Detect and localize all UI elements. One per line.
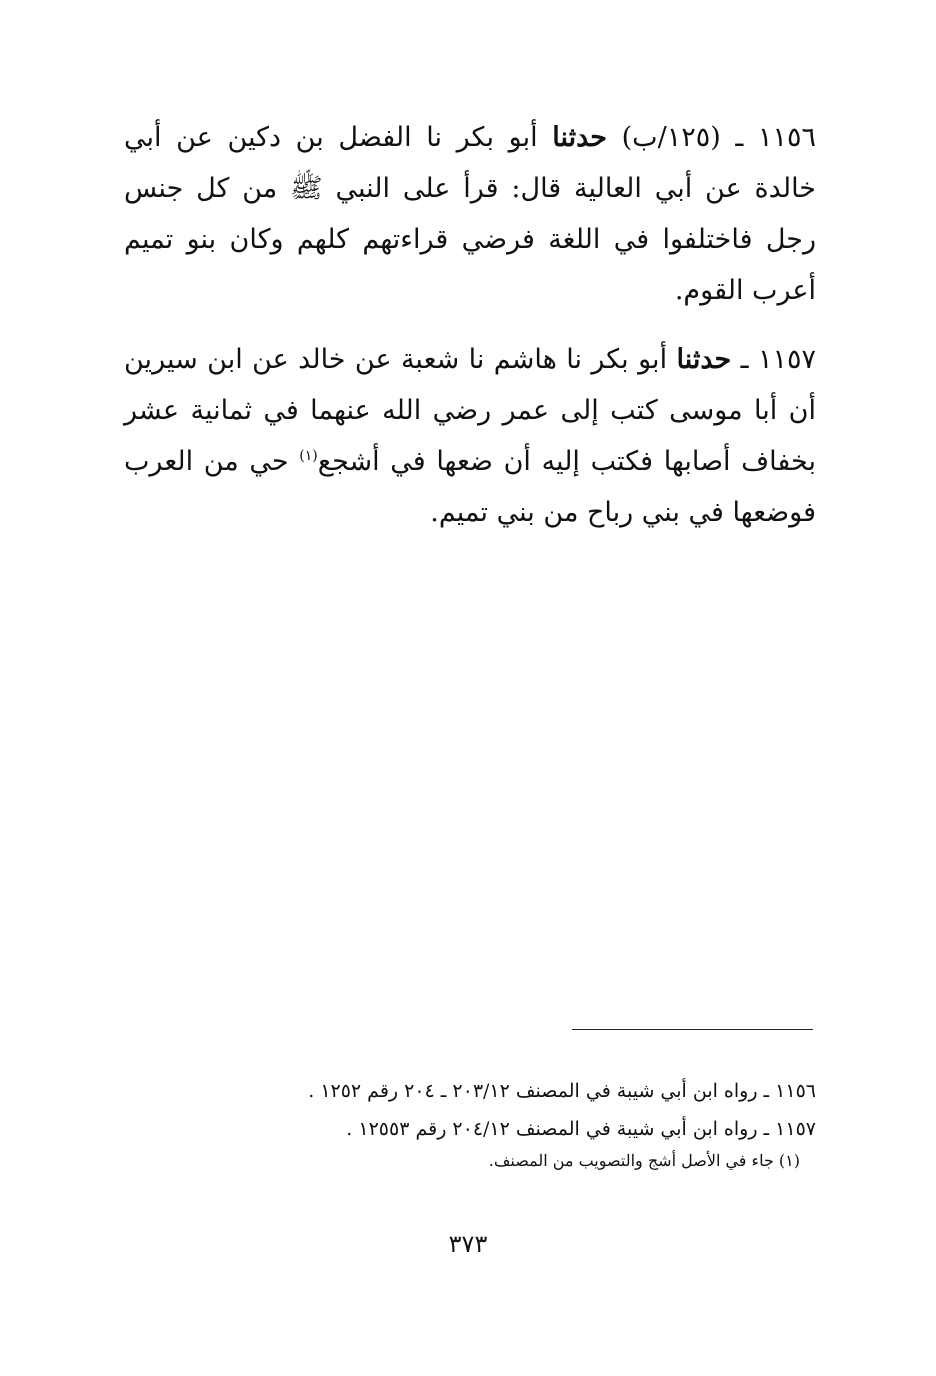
hadith-number: ١١٥٦ ـ bbox=[735, 122, 816, 153]
footnote-1156: ١١٥٦ ـ رواه ابن أبي شيبة في المصنف ٢٠٣/١٢ ـ ٢٠٤ رقم ١٢٥٢ . bbox=[308, 1080, 816, 1102]
footnote-note-1: (١) جاء في الأصل أشج والتصويب من المصنف. bbox=[488, 1151, 800, 1170]
footnote-divider bbox=[572, 1029, 813, 1030]
hadith-text: أبو بكر نا الفضل بن دكين عن أبي خالدة عن أبي العالية قال: قرأ على النبي ﷺ من كل جنس رجل فاختلفوا في اللغة فرضي قراءتهم كلهم وكان بنو تميم أعرب القوم. bbox=[124, 122, 816, 306]
hadith-text-continued: حي من العرب فوضعها في بني رباح من بني تميم. bbox=[124, 446, 816, 528]
footnote-marker: (١) bbox=[299, 448, 318, 464]
footnote-1157: ١١٥٧ ـ رواه ابن أبي شيبة في المصنف ٢٠٤/١٢ رقم ١٢٥٥٣ . bbox=[346, 1118, 816, 1140]
main-text bbox=[124, 112, 816, 556]
hadith-keyword: حدثنا bbox=[552, 122, 607, 153]
hadith-number: ١١٥٧ ـ bbox=[740, 344, 816, 375]
hadith-text: أبو بكر نا هاشم نا شعبة عن خالد عن ابن سيرين أن أبا موسى كتب إلى عمر رضي الله عنهما في ثمانية عشر بخفاف أصابها فكتب إليه أن ضعها في أشجع bbox=[124, 344, 816, 477]
footnotes bbox=[160, 1072, 816, 1174]
hadith-1157 bbox=[124, 334, 816, 538]
page-number: ٣٧٣ bbox=[448, 1230, 488, 1258]
hadith-1156 bbox=[124, 112, 816, 316]
folio-ref: (١٢٥/ب) bbox=[621, 122, 721, 153]
hadith-keyword: حدثنا bbox=[676, 344, 732, 375]
